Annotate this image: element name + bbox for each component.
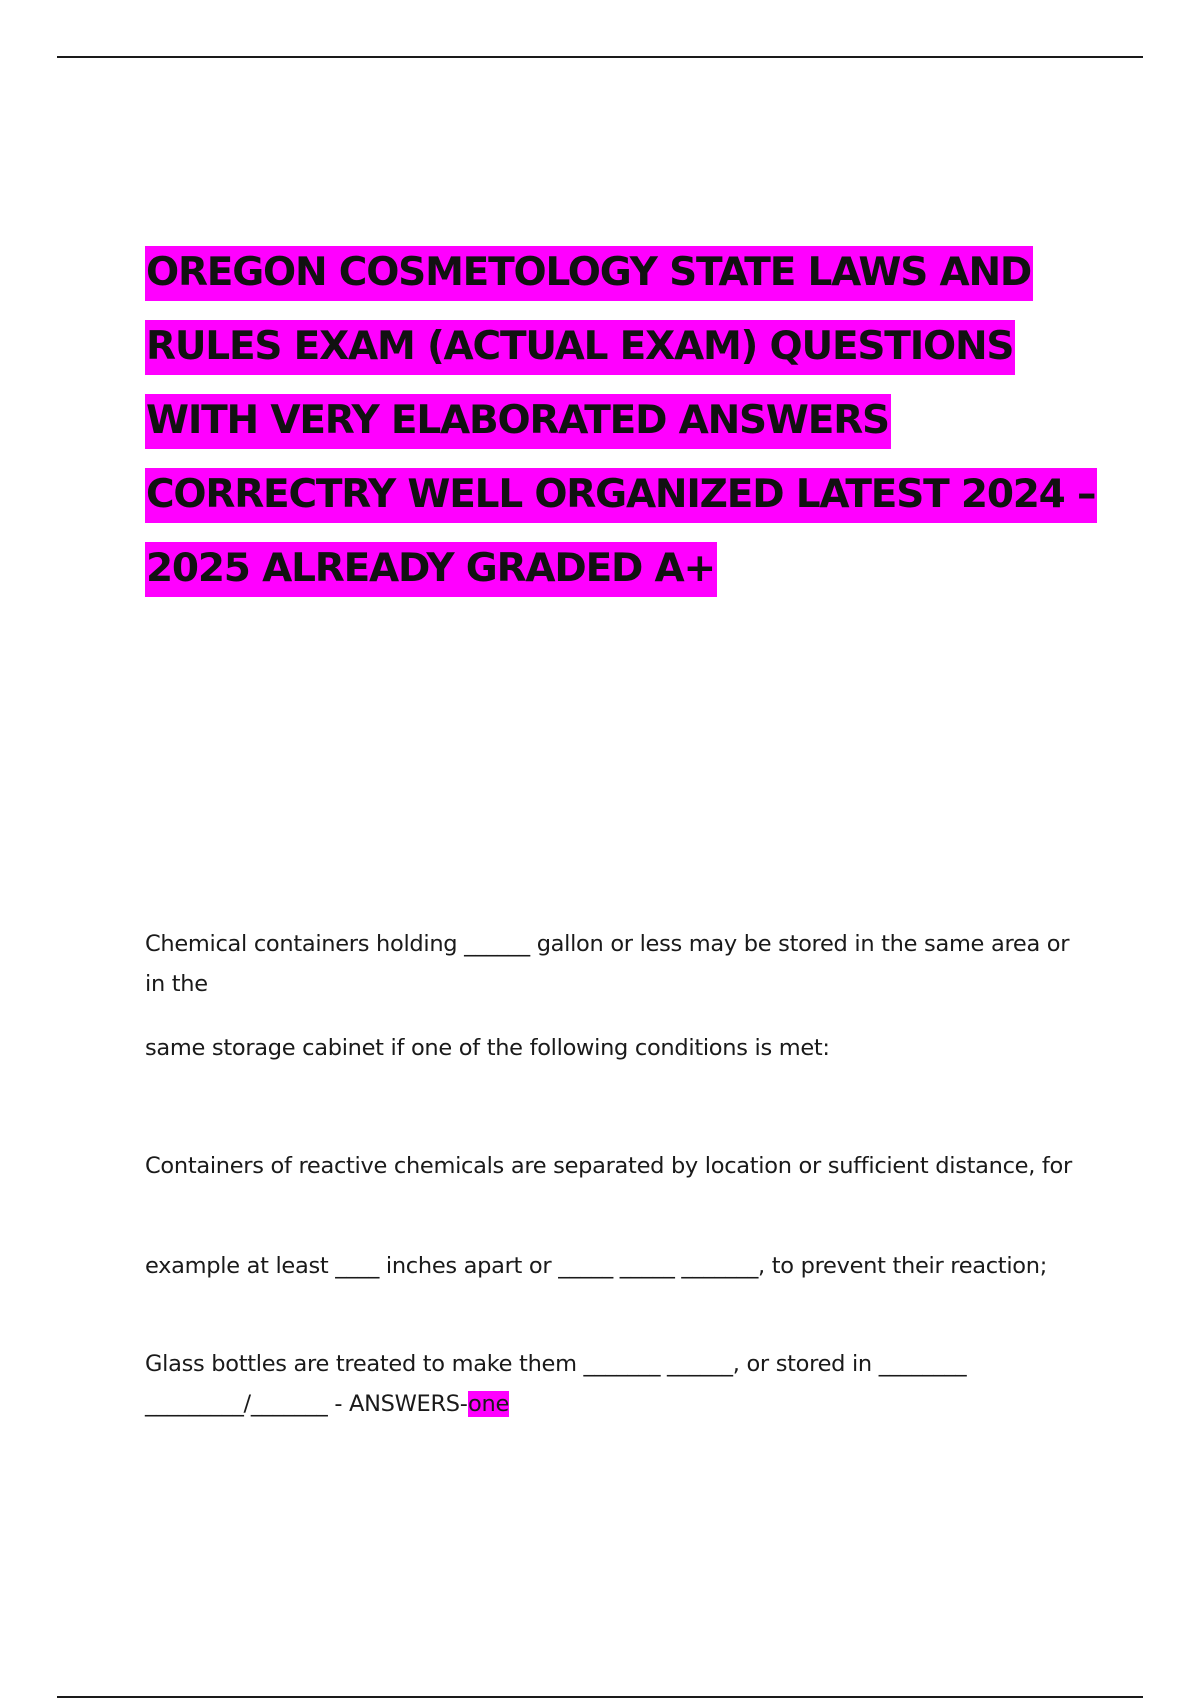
bottom-rule — [57, 1696, 1143, 1698]
title-highlight: OREGON COSMETOLOGY STATE LAWS AND RULES EXAM (ACTUAL EXAM) QUESTIONS WITH VERY ELABORATED ANSWERS CORRECTRY WELL ORGANIZED LATEST 2024 – 2025 ALREADY GRADED A+ — [145, 246, 1097, 597]
answer-highlight: one — [468, 1391, 510, 1417]
question-text: Glass bottles are treated to make them _______ ______, or stored in ________ _________/_______ - ANSWERS- — [145, 1351, 967, 1417]
question-paragraph-2: same storage cabinet if one of the following conditions is met: — [145, 1035, 830, 1061]
question-paragraph-1: Chemical containers holding ______ gallon or less may be stored in the same area or in the — [145, 931, 1070, 997]
document-title — [145, 236, 1105, 606]
question-paragraph-4: example at least ____ inches apart or _____ _____ _______, to prevent their reaction; — [145, 1253, 1047, 1279]
question-paragraph-3: Containers of reactive chemicals are separated by location or sufficient distance, for — [145, 1153, 1072, 1179]
question-paragraph-5 — [145, 1344, 1090, 1424]
top-rule — [57, 56, 1143, 58]
